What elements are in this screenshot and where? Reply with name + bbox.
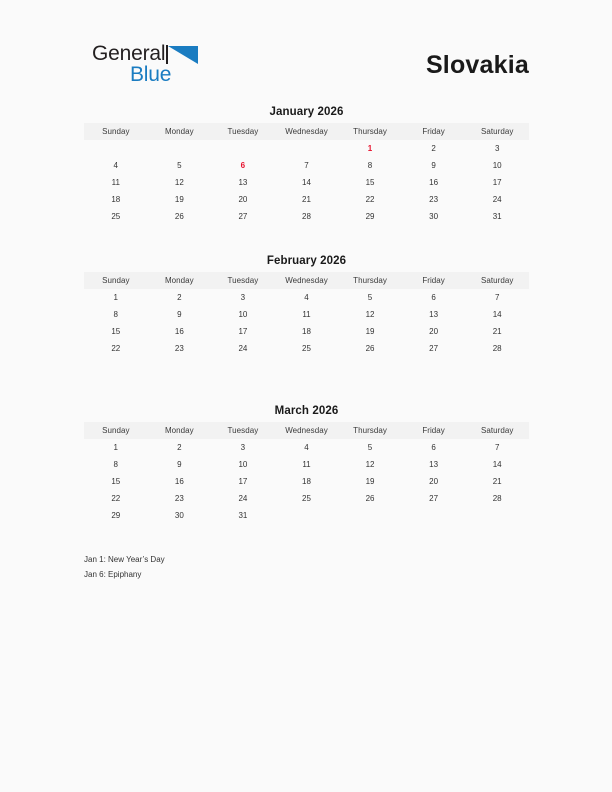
calendar-day-cell[interactable]: 9 [431, 161, 436, 170]
weekday-header-tuesday: Tuesday [211, 422, 275, 439]
weekday-header-wednesday: Wednesday [275, 123, 339, 140]
calendar-day-cell[interactable]: 30 [429, 212, 439, 221]
calendar-day-cell[interactable]: 7 [494, 443, 500, 452]
calendar-day-cell[interactable]: 31 [492, 212, 502, 221]
weekday-header-thursday: Thursday [338, 422, 402, 439]
weekday-header-friday: Friday [402, 123, 466, 140]
calendar-week-row [84, 340, 529, 357]
weekday-header-thursday: Thursday [338, 272, 402, 289]
calendar-day-cell[interactable]: 28 [492, 494, 502, 503]
calendar-day-cell[interactable]: 4 [304, 443, 309, 452]
calendar-day-cell[interactable]: 26 [174, 212, 184, 221]
calendar-day-cell-holiday[interactable]: 6 [240, 161, 246, 170]
calendar-day-cell[interactable]: 7 [494, 293, 500, 302]
calendar-day-cell[interactable]: 14 [302, 178, 311, 187]
calendar-day-cell[interactable]: 10 [238, 310, 248, 319]
weekday-header-monday: Monday [148, 123, 212, 140]
weekday-header-monday: Monday [148, 422, 212, 439]
calendar-day-cell[interactable]: 14 [492, 310, 502, 319]
weekday-header-thursday: Thursday [338, 123, 402, 140]
page-header [84, 40, 529, 96]
calendar-day-cell[interactable]: 21 [302, 195, 311, 204]
calendar-day-cell[interactable]: 20 [238, 195, 248, 204]
calendar-week-row [84, 456, 529, 473]
calendar-day-cell[interactable]: 6 [431, 443, 436, 452]
calendar-week-row [84, 439, 529, 456]
calendar-week-row [84, 208, 529, 225]
calendar-week-row [84, 507, 529, 524]
calendar-day-cell[interactable]: 18 [302, 327, 311, 336]
calendar-day-cell[interactable]: 12 [365, 310, 375, 319]
calendar-day-cell[interactable]: 22 [365, 195, 375, 204]
calendar-day-cell[interactable]: 17 [492, 178, 502, 187]
calendar-day-cell[interactable]: 24 [238, 344, 248, 353]
calendar-table-march [84, 422, 529, 524]
calendar-day-cell[interactable]: 3 [240, 293, 246, 302]
calendar-day-cell[interactable]: 19 [174, 195, 184, 204]
calendar-day-cell[interactable]: 14 [492, 460, 502, 469]
calendar-day-cell[interactable]: 10 [492, 161, 502, 170]
calendar-day-cell[interactable]: 5 [177, 161, 182, 170]
holiday-notes-list [84, 553, 529, 582]
calendar-day-cell[interactable]: 16 [429, 178, 439, 187]
weekday-header-wednesday: Wednesday [275, 422, 339, 439]
calendar-day-cell[interactable]: 23 [174, 494, 184, 503]
calendar-week-row [84, 191, 529, 208]
calendar-day-cell[interactable]: 5 [367, 293, 373, 302]
calendar-day-cell-empty [275, 140, 339, 157]
general-blue-logo [92, 43, 202, 93]
calendar-body [84, 289, 529, 357]
calendar-day-cell[interactable]: 11 [302, 460, 311, 469]
calendar-day-cell[interactable]: 15 [111, 327, 121, 336]
month-block-february [84, 254, 529, 357]
calendar-week-row [84, 473, 529, 490]
calendar-day-cell[interactable]: 11 [302, 310, 311, 319]
calendar-day-cell[interactable]: 2 [177, 293, 182, 302]
calendar-day-cell[interactable]: 25 [111, 212, 121, 221]
calendar-day-cell[interactable]: 17 [238, 477, 248, 486]
weekday-header-monday: Monday [148, 272, 212, 289]
calendar-day-cell[interactable]: 8 [113, 460, 118, 469]
calendar-day-cell[interactable]: 15 [111, 477, 121, 486]
calendar-day-cell[interactable]: 4 [113, 161, 118, 170]
calendar-day-cell[interactable]: 23 [174, 344, 184, 353]
calendar-day-cell[interactable]: 18 [302, 477, 311, 486]
calendar-day-cell[interactable]: 3 [240, 443, 246, 452]
calendar-day-cell[interactable]: 1 [113, 443, 118, 452]
calendar-day-cell[interactable]: 8 [113, 310, 118, 319]
month-title: March 2026 [274, 405, 339, 417]
calendar-day-cell[interactable]: 21 [492, 477, 502, 486]
logo-word-blue: Blue [130, 63, 172, 86]
calendar-day-cell[interactable]: 13 [429, 310, 439, 319]
calendar-day-cell[interactable]: 16 [174, 327, 184, 336]
weekday-header-friday: Friday [402, 272, 466, 289]
calendar-day-cell[interactable]: 27 [429, 494, 439, 503]
calendar-day-cell-empty [275, 507, 339, 524]
calendar-body [84, 439, 529, 524]
calendar-day-cell-empty [402, 507, 466, 524]
calendar-day-cell[interactable]: 25 [302, 494, 311, 503]
calendar-week-row [84, 157, 529, 174]
weekday-header-saturday: Saturday [465, 123, 529, 140]
calendar-day-cell[interactable]: 28 [492, 344, 502, 353]
calendar-day-cell[interactable]: 31 [238, 511, 248, 520]
month-block-january [84, 105, 529, 225]
calendar-day-cell[interactable]: 15 [365, 178, 375, 187]
calendar-day-cell[interactable]: 24 [238, 494, 248, 503]
blue-triangle-flag-icon [168, 46, 198, 64]
weekday-header-saturday: Saturday [465, 272, 529, 289]
calendar-week-row [84, 306, 529, 323]
calendar-body [84, 140, 529, 225]
weekday-header-tuesday: Tuesday [211, 272, 275, 289]
calendar-day-cell-empty [148, 140, 212, 157]
page-title: Slovakia [425, 51, 529, 79]
calendar-week-row [84, 323, 529, 340]
calendar-day-cell[interactable]: 10 [238, 460, 248, 469]
calendar-day-cell-empty [84, 140, 148, 157]
calendar-day-cell-empty [465, 507, 529, 524]
calendar-day-cell[interactable]: 13 [238, 178, 248, 187]
calendar-day-cell[interactable]: 20 [429, 327, 439, 336]
calendar-day-cell[interactable]: 8 [367, 161, 373, 170]
calendar-week-row [84, 289, 529, 306]
weekday-header-saturday: Saturday [465, 422, 529, 439]
weekday-header-friday: Friday [402, 422, 466, 439]
holiday-note-item: Jan 1: New Year’s Day [84, 555, 165, 564]
calendar-table-february [84, 272, 529, 357]
calendar-day-cell[interactable]: 22 [111, 344, 121, 353]
calendar-day-cell[interactable]: 29 [111, 511, 121, 520]
weekday-header-sunday: Sunday [84, 123, 148, 140]
calendar-day-cell[interactable]: 1 [113, 293, 118, 302]
calendar-day-cell[interactable]: 5 [367, 443, 373, 452]
calendar-day-cell-empty [211, 140, 275, 157]
calendar-week-row [84, 140, 529, 157]
calendar-day-cell[interactable]: 23 [429, 195, 439, 204]
calendar-table-january [84, 123, 529, 225]
calendar-day-cell[interactable]: 21 [492, 327, 502, 336]
calendar-day-cell[interactable]: 27 [238, 212, 248, 221]
calendar-week-row [84, 174, 529, 191]
calendar-day-cell[interactable]: 29 [365, 212, 375, 221]
calendar-day-cell[interactable]: 9 [177, 310, 182, 319]
holiday-note-item: Jan 6: Epiphany [84, 569, 142, 579]
calendar-day-cell[interactable]: 6 [431, 293, 436, 302]
weekday-header-row [84, 272, 529, 289]
calendar-day-cell[interactable]: 22 [111, 494, 121, 503]
calendar-day-cell[interactable]: 24 [492, 195, 502, 204]
calendar-day-cell[interactable]: 12 [365, 460, 375, 469]
calendar-day-cell[interactable]: 17 [238, 327, 248, 336]
calendar-day-cell[interactable]: 27 [429, 344, 439, 353]
calendar-day-cell[interactable]: 2 [177, 443, 182, 452]
calendar-day-cell[interactable]: 12 [174, 178, 184, 187]
calendar-day-cell-holiday[interactable]: 1 [367, 144, 373, 153]
calendar-day-cell[interactable]: 18 [111, 195, 121, 204]
weekday-header-sunday: Sunday [84, 422, 148, 439]
weekday-header-sunday: Sunday [84, 272, 148, 289]
calendar-day-cell[interactable]: 19 [365, 327, 375, 336]
calendar-day-cell[interactable]: 3 [494, 144, 500, 153]
calendar-day-cell[interactable]: 11 [111, 178, 120, 187]
calendar-day-cell[interactable]: 9 [177, 460, 182, 469]
calendar-day-cell[interactable]: 26 [365, 344, 375, 353]
calendar-day-cell[interactable]: 7 [304, 161, 309, 170]
weekday-header-wednesday: Wednesday [275, 272, 339, 289]
calendar-day-cell[interactable]: 20 [429, 477, 439, 486]
calendar-day-cell[interactable]: 26 [365, 494, 375, 503]
calendar-week-row [84, 490, 529, 507]
calendar-day-cell[interactable]: 28 [302, 212, 311, 221]
month-title: January 2026 [269, 106, 344, 118]
logo-word-general: General [92, 42, 166, 65]
month-title: February 2026 [266, 255, 347, 267]
calendar-day-cell[interactable]: 2 [431, 144, 436, 153]
weekday-header-row [84, 123, 529, 140]
calendar-day-cell[interactable]: 19 [365, 477, 375, 486]
calendar-day-cell[interactable]: 13 [429, 460, 439, 469]
calendar-day-cell[interactable]: 16 [174, 477, 184, 486]
weekday-header-row [84, 422, 529, 439]
weekday-header-tuesday: Tuesday [211, 123, 275, 140]
calendar-day-cell-empty [338, 507, 402, 524]
calendar-day-cell[interactable]: 25 [302, 344, 311, 353]
calendar-day-cell[interactable]: 4 [304, 293, 309, 302]
calendar-day-cell[interactable]: 30 [174, 511, 184, 520]
month-block-march [84, 404, 529, 524]
